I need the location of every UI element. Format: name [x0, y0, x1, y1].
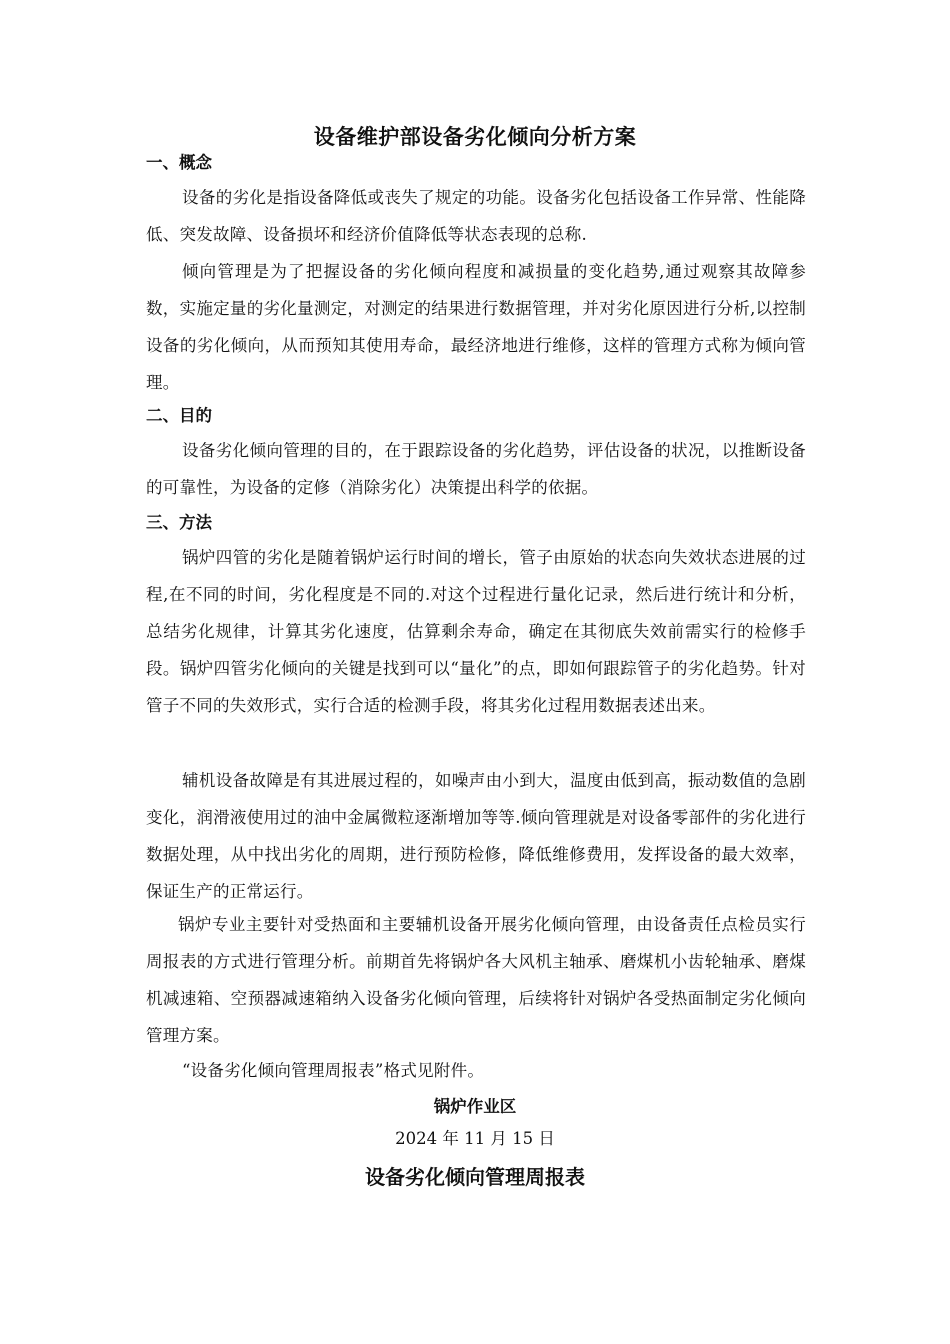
- paragraph-method-2: 辅机设备故障是有其进展过程的，如噪声由小到大，温度由低到高，振动数值的急剧变化，润滑液使用过的油中金属微粒逐渐增加等等.倾向管理就是对设备零部件的劣化进行数据处理，从中找出劣化的周期，进行预防检修，降低维修费用，发挥设备的最大效率，保证生产的正常运行。: [146, 771, 806, 901]
- signoff-date: 2024 年 11 月 15 日: [395, 1129, 555, 1148]
- document-title: 设备维护部设备劣化倾向分析方案: [313, 125, 637, 149]
- paragraph-concept-1: 设备的劣化是指设备降低或丧失了规定的功能。设备劣化包括设备工作异常、性能降低、突发故障、设备损坏和经济价值降低等状态表现的总称.: [146, 188, 806, 244]
- section-heading-concept: 一、概念: [146, 153, 212, 172]
- paragraph-concept-2: 倾向管理是为了把握设备的劣化倾向程度和减损量的变化趋势,通过观察其故障参数，实施定量的劣化量测定，对测定的结果进行数据管理，并对劣化原因进行分析,以控制设备的劣化倾向，从而预知其使用寿命，最经济地进行维修，这样的管理方式称为倾向管理。: [146, 262, 806, 392]
- weekly-report-title: 设备劣化倾向管理周报表: [365, 1165, 585, 1189]
- paragraph-method-1: 锅炉四管的劣化是随着锅炉运行时间的增长，管子由原始的状态向失效状态进展的过程,在不同的时间，劣化程度是不同的.对这个过程进行量化记录，然后进行统计和分析，总结劣化规律，计算其劣化速度，估算剩余寿命，确定在其彻底失效前需实行的检修手段。锅炉四管劣化倾向的关键是找到可以“量化”的点，即如何跟踪管子的劣化趋势。针对管子不同的失效形式，实行合适的检测手段，将其劣化过程用数据表述出来。: [146, 548, 806, 715]
- paragraph-method-4: “设备劣化倾向管理周报表”格式见附件。: [182, 1061, 485, 1080]
- section-heading-method: 三、方法: [146, 513, 212, 532]
- section-heading-purpose: 二、目的: [146, 406, 212, 425]
- paragraph-method-3: 锅炉专业主要针对受热面和主要辅机设备开展劣化倾向管理，由设备责任点检员实行周报表的方式进行管理分析。前期首先将锅炉各大风机主轴承、磨煤机小齿轮轴承、磨煤机减速箱、空预器减速箱纳入设备劣化倾向管理，后续将针对锅炉各受热面制定劣化倾向管理方案。: [146, 915, 806, 1045]
- paragraph-purpose-1: 设备劣化倾向管理的目的，在于跟踪设备的劣化趋势，评估设备的状况，以推断设备的可靠性，为设备的定修（消除劣化）决策提出科学的依据。: [146, 441, 806, 497]
- signoff-department: 锅炉作业区: [433, 1097, 517, 1116]
